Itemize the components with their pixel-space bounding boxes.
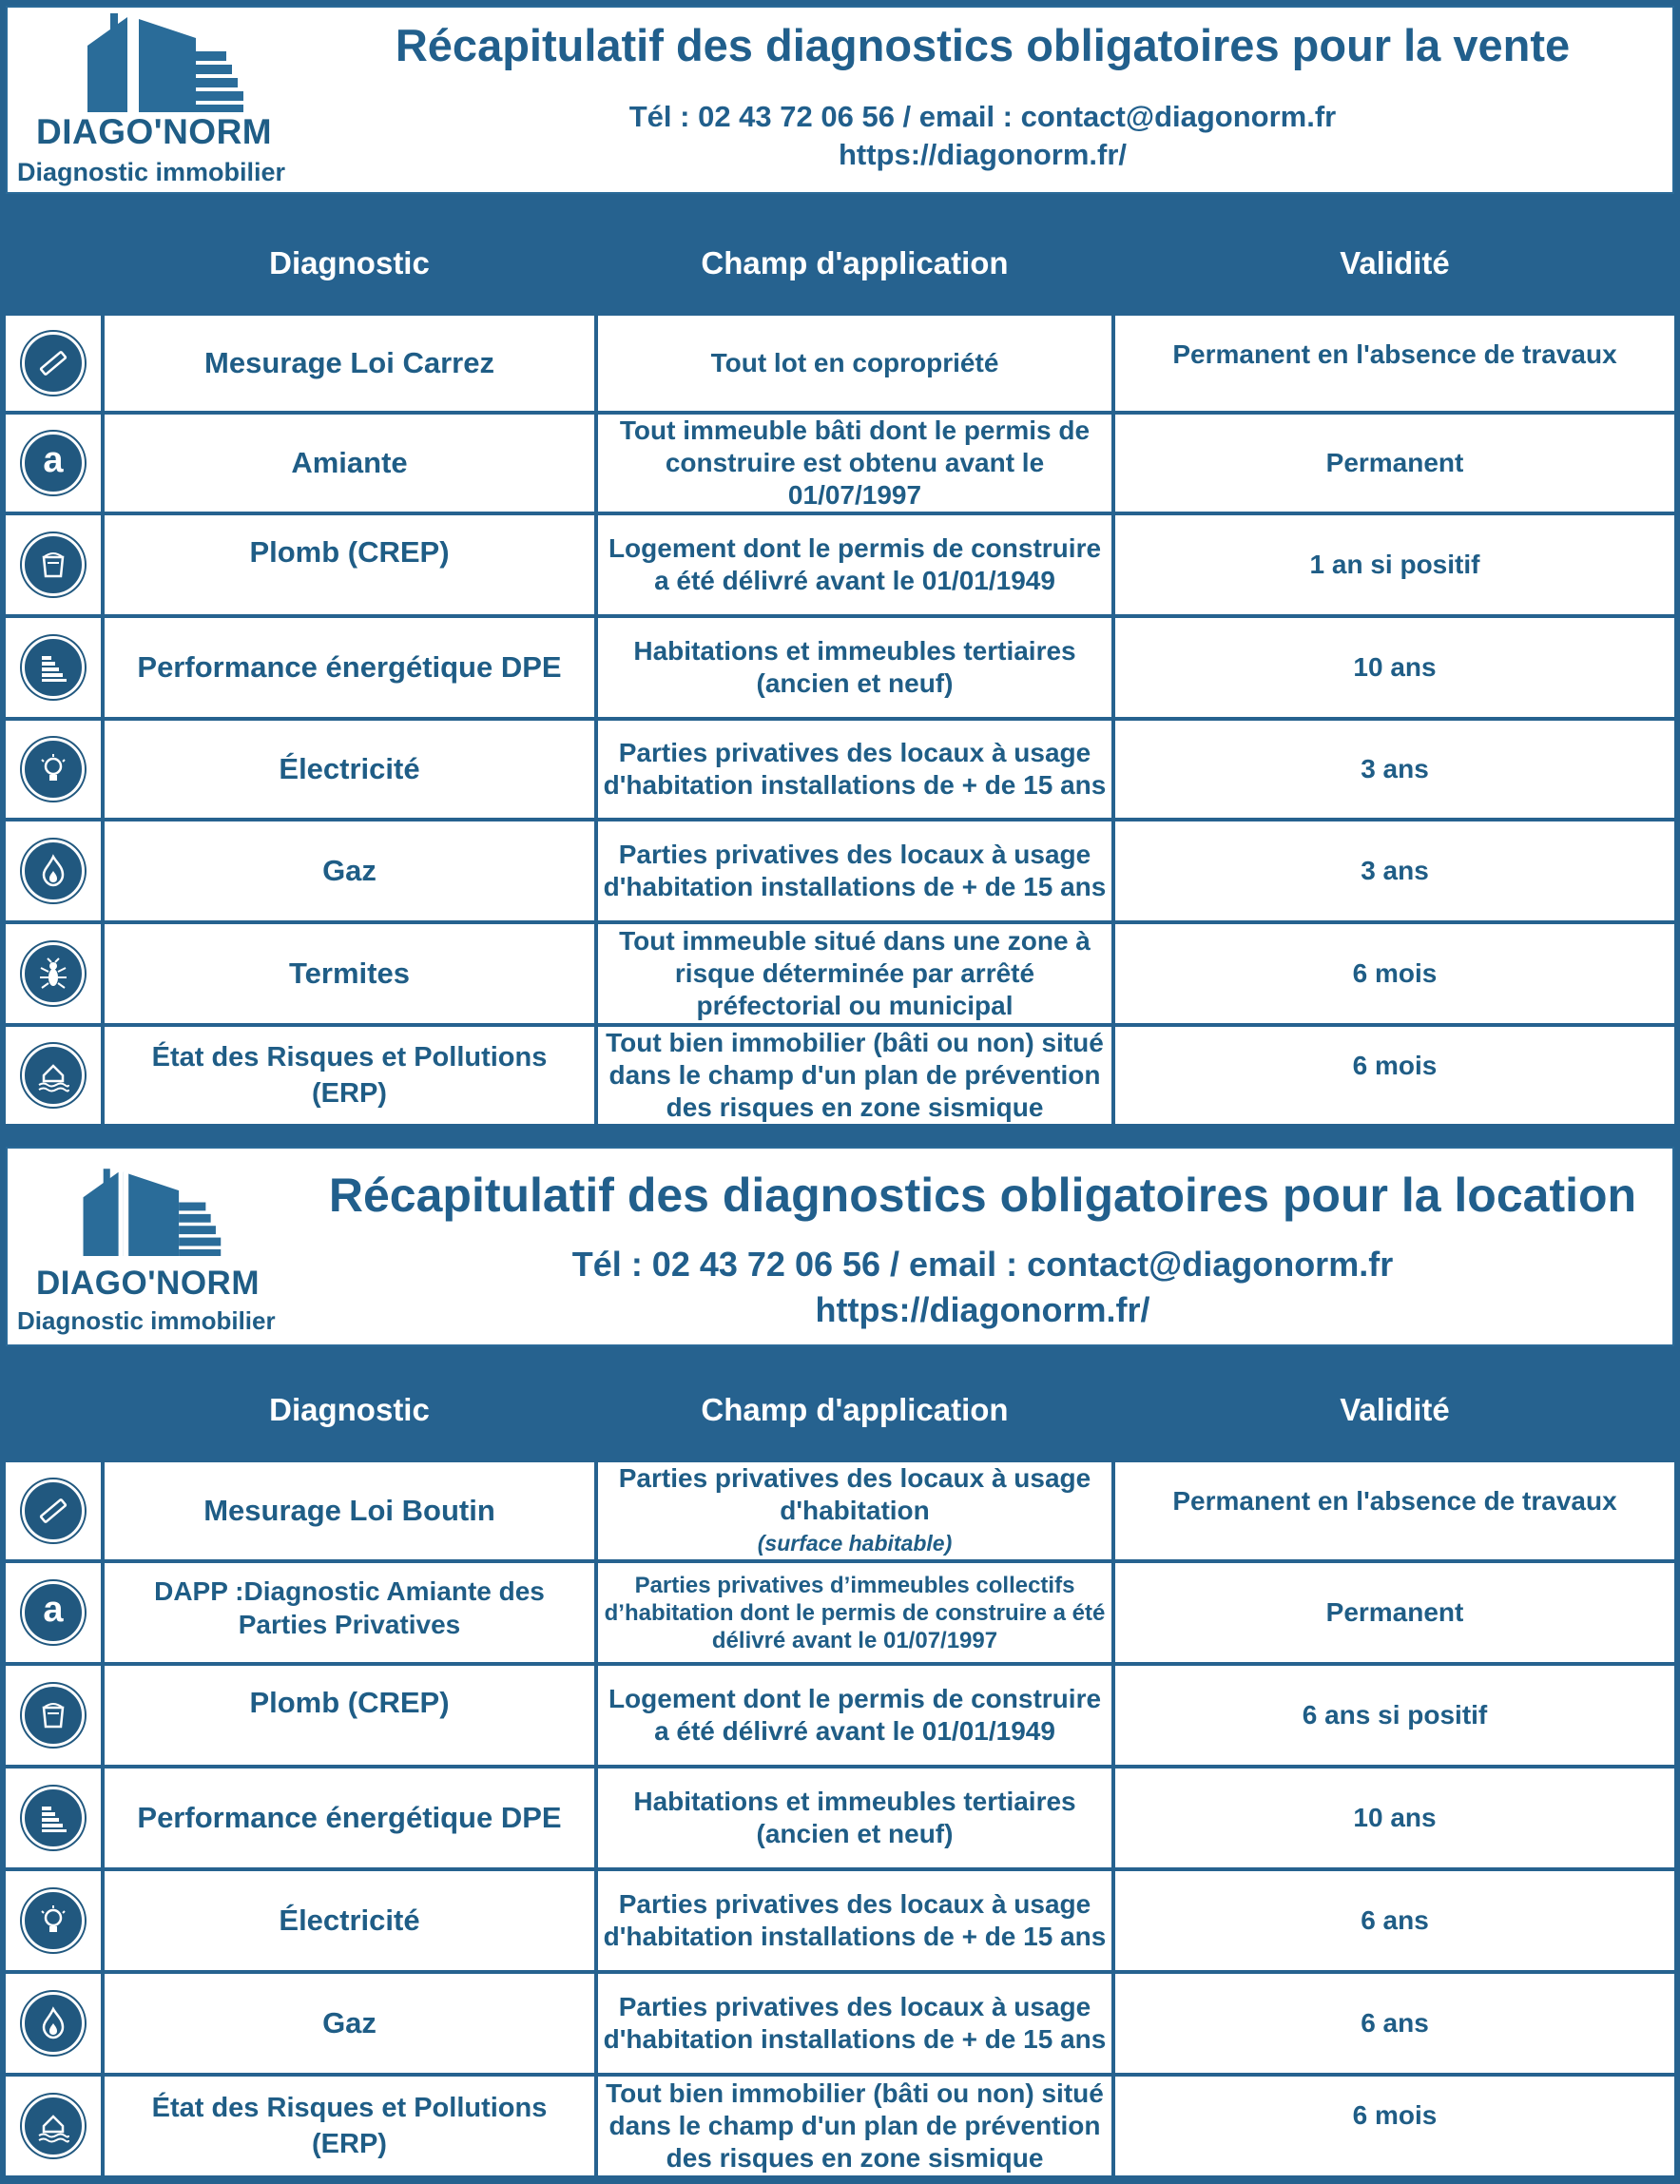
validite: 3 ans [1115, 821, 1674, 920]
diagnostic-name: Performance énergétique DPE [105, 1768, 594, 1867]
champ-application: Tout bien immobilier (bâti ou non) situé dans le champ d'un plan de prévention des risques en zone sismique [598, 2077, 1111, 2175]
validite: 6 ans [1115, 1871, 1674, 1970]
validite: 10 ans [1115, 618, 1674, 717]
contact-website[interactable]: https://diagonorm.fr/ [838, 138, 1128, 171]
logo-subtitle: Diagnostic immobilier [17, 1306, 276, 1335]
diagnostic-name: DAPP :Diagnostic Amiante des Parties Privatives [105, 1563, 594, 1662]
diagnostic-name: Électricité [105, 721, 594, 818]
diagnostic-name: État des Risques et Pollutions (ERP) [105, 2077, 594, 2175]
flood-house-icon [22, 2095, 85, 2157]
validite: Permanent [1115, 1563, 1674, 1662]
contact-block [293, 98, 1672, 174]
termite-icon [22, 942, 85, 1005]
logo-name: DIAGO'NORM [36, 1265, 260, 1302]
table-row [0, 515, 1680, 614]
diagnostic-name: Plomb (CREP) [105, 1666, 594, 1765]
validite: 6 ans si positif [1115, 1666, 1674, 1765]
validite: 3 ans [1115, 721, 1674, 818]
table-row [0, 618, 1680, 717]
validite: 6 mois [1115, 924, 1674, 1023]
table-row [0, 821, 1680, 920]
asbestos-letter-a-icon: a [22, 432, 85, 494]
champ-application: Parties privatives des locaux à usage d'habitation installations de + de 15 ans [598, 821, 1111, 920]
champ-application: Logement dont le permis de construire a été délivré avant le 01/01/1949 [598, 1666, 1111, 1765]
house-logo-icon [80, 1168, 222, 1259]
header-location [6, 1147, 1674, 1346]
diagnostic-name: Amiante [105, 415, 594, 512]
diagnostic-name: Performance énergétique DPE [105, 618, 594, 717]
validite: 6 mois [1115, 1027, 1674, 1124]
champ-application: Tout lot en copropriété [598, 316, 1111, 411]
champ-application: Parties privatives d’immeubles collectifs d’habitation dont le permis de construire a été délivré avant le 01/07/1997 [598, 1563, 1111, 1662]
contact-website[interactable]: https://diagonorm.fr/ [815, 1290, 1150, 1329]
validite: Permanent [1115, 415, 1674, 512]
logo [11, 1149, 316, 1337]
contact-phone-email: Tél : 02 43 72 06 56 / email : contact@diagonorm.fr [571, 1245, 1394, 1284]
table-row [0, 1563, 1680, 1662]
table-row [0, 1027, 1680, 1124]
contact-phone-email: Tél : 02 43 72 06 56 / email : contact@diagonorm.fr [628, 100, 1337, 133]
diagnostic-name: Gaz [105, 1974, 594, 2073]
logo-subtitle: Diagnostic immobilier [17, 158, 286, 186]
column-header-champ: Champ d'application [701, 245, 1009, 280]
column-header-validite: Validité [1340, 245, 1450, 280]
contact-block [293, 1242, 1672, 1333]
table-row [0, 1974, 1680, 2073]
page-title: Récapitulatif des diagnostics obligatoires pour la vente [395, 20, 1571, 70]
champ-application [598, 1462, 1111, 1559]
validite: 10 ans [1115, 1768, 1674, 1867]
table-row [0, 1871, 1680, 1970]
champ-note: (surface habitable) [757, 1531, 953, 1556]
validite: 1 an si positif [1115, 515, 1674, 614]
diagnostic-name: Plomb (CREP) [105, 515, 594, 614]
table-row [0, 924, 1680, 1023]
column-header-champ: Champ d'application [701, 1392, 1009, 1427]
table-row [0, 721, 1680, 818]
table-row [0, 2077, 1680, 2175]
flood-house-icon [22, 1044, 85, 1107]
champ-application: Habitations et immeubles tertiaires (ancien et neuf) [598, 1768, 1111, 1867]
table-row [0, 1768, 1680, 1867]
paint-bucket-icon [22, 1684, 85, 1747]
champ-text: Parties privatives des locaux à usage d'habitation [618, 1463, 1091, 1525]
lightbulb-icon [22, 738, 85, 801]
logo [11, 8, 316, 196]
energy-bars-icon [22, 636, 85, 699]
diagnostic-name: État des Risques et Pollutions (ERP) [105, 1027, 594, 1124]
diagnostic-name: Gaz [105, 821, 594, 920]
column-header-validite: Validité [1340, 1392, 1450, 1427]
column-header-diagnostic: Diagnostic [269, 1392, 430, 1427]
champ-application: Tout bien immobilier (bâti ou non) situé dans le champ d'un plan de prévention des risques en zone sismique [598, 1027, 1111, 1124]
diagnostic-name: Mesurage Loi Boutin [105, 1462, 594, 1559]
flame-icon [22, 840, 85, 902]
validite: 6 ans [1115, 1974, 1674, 2073]
page-title: Récapitulatif des diagnostics obligatoires pour la location [328, 1169, 1637, 1222]
validite: 6 mois [1115, 2077, 1674, 2175]
champ-application: Tout immeuble bâti dont le permis de construire est obtenu avant le 01/07/1997 [598, 415, 1111, 512]
table-row [0, 316, 1680, 411]
energy-bars-icon [22, 1787, 85, 1849]
table-row [0, 1462, 1680, 1559]
validite: Permanent en l'absence de travaux [1115, 1462, 1674, 1559]
table-row [0, 1666, 1680, 1765]
diagnostic-name: Mesurage Loi Carrez [105, 316, 594, 411]
logo-name: DIAGO'NORM [36, 112, 273, 151]
header-vente [6, 6, 1674, 194]
champ-application: Habitations et immeubles tertiaires (ancien et neuf) [598, 618, 1111, 717]
paint-bucket-icon [22, 533, 85, 596]
flame-icon [22, 1992, 85, 2055]
table-row [0, 415, 1680, 512]
column-header-diagnostic: Diagnostic [269, 245, 430, 280]
diagnostic-name: Électricité [105, 1871, 594, 1970]
diagnostic-name: Termites [105, 924, 594, 1023]
lightbulb-icon [22, 1889, 85, 1952]
champ-application: Parties privatives des locaux à usage d'habitation installations de + de 15 ans [598, 1974, 1111, 2073]
validite: Permanent en l'absence de travaux [1115, 316, 1674, 411]
house-logo-icon [84, 13, 245, 114]
ruler-icon [22, 332, 85, 395]
champ-application: Parties privatives des locaux à usage d'habitation installations de + de 15 ans [598, 1871, 1111, 1970]
champ-application: Tout immeuble situé dans une zone à risque déterminée par arrêté préfectorial ou municipal [598, 924, 1111, 1023]
asbestos-letter-a-icon: a [22, 1581, 85, 1644]
champ-application: Parties privatives des locaux à usage d'habitation installations de + de 15 ans [598, 721, 1111, 818]
ruler-icon [22, 1479, 85, 1542]
champ-application: Logement dont le permis de construire a été délivré avant le 01/01/1949 [598, 515, 1111, 614]
